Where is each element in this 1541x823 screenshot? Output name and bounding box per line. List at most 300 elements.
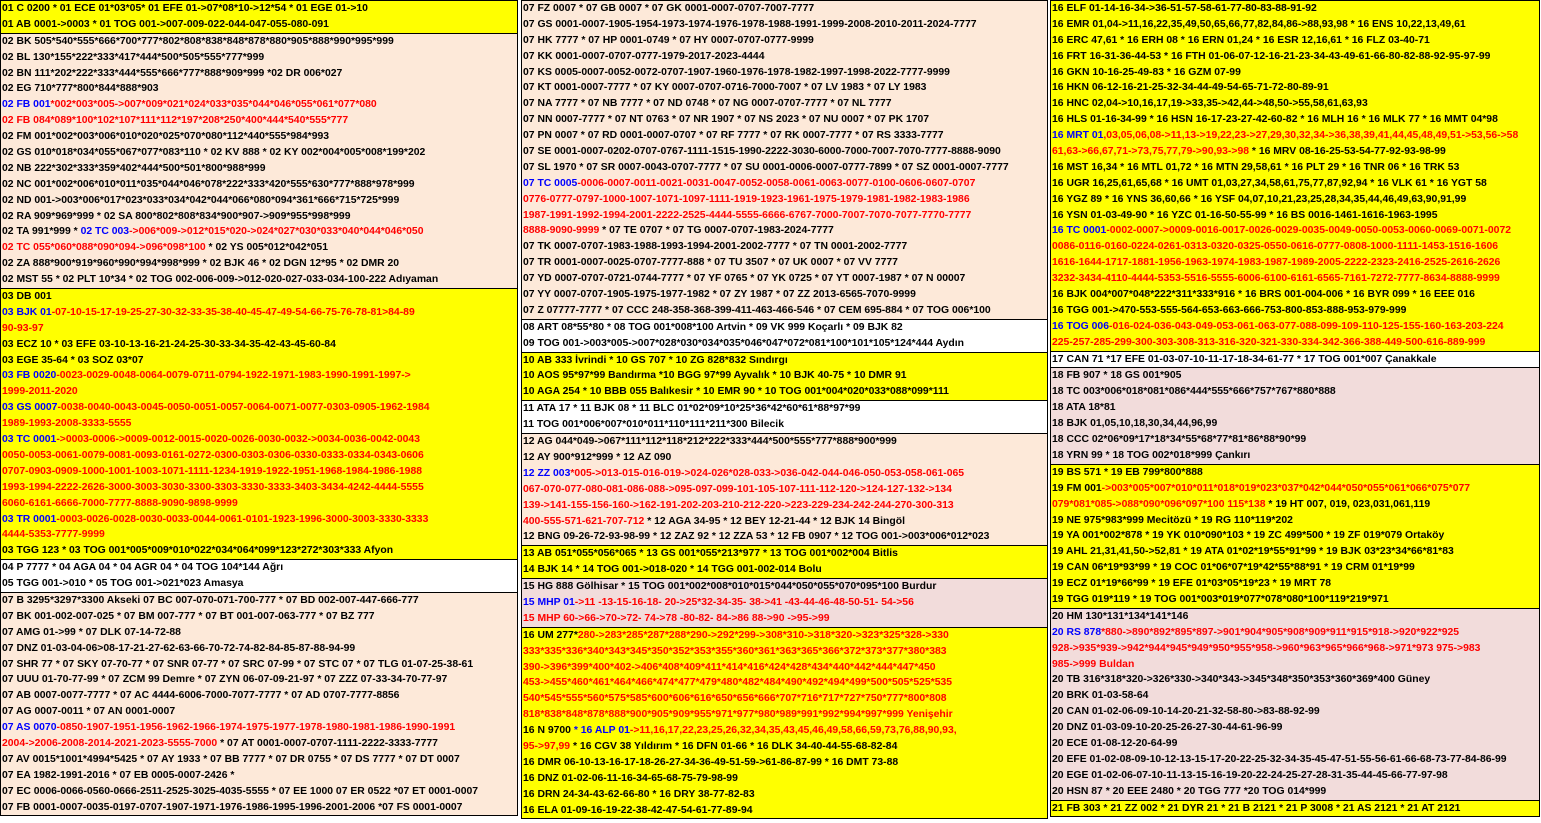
- plate-line: [1, 34, 517, 50]
- plate-text: 03 ECZ 10 * 03 EFE 03-10-13-16-21-24-25-30-33-34-35-42-43-45-60-84: [2, 338, 336, 350]
- plate-text: 16 TGG 001->470-553-555-564-653-663-666-753-800-853-888-953-979-999: [1052, 304, 1407, 316]
- plate-line: [522, 128, 1047, 144]
- plate-text: 02 BK 505*540*555*666*700*777*802*808*838*848*878*880*905*888*990*995*999: [2, 35, 394, 47]
- plate-line: [1051, 384, 1539, 400]
- plate-line: [1051, 239, 1539, 255]
- plate-text: 19 NE 975*983*999 Mecitözü * 19 RG 110*119*202: [1052, 514, 1293, 526]
- plate-text: 16 GKN 10-16-25-49-83 * 16 GZM 07-99: [1052, 66, 1241, 78]
- plate-line: [522, 803, 1047, 819]
- plate-line: [1051, 17, 1539, 33]
- plate-text: 07 AG 0007-0011 * 07 AN 0001-0007: [2, 706, 176, 718]
- plate-line: [1, 736, 517, 752]
- plate-text: 08 ART 08*55*80 * 08 TOG 001*008*100 Artvin * 09 VK 999 Koçarlı * 09 BJK 82: [523, 321, 903, 333]
- plate-sequence: 333*335*336*340*343*345*350*352*353*355*360*361*363*365*366*372*373*377*380*383: [523, 645, 947, 657]
- plate-line: [1051, 688, 1539, 704]
- plate-line: [1051, 544, 1539, 560]
- plate-text: 18 FB 907 * 18 GS 001*905: [1052, 370, 1182, 382]
- plate-line: [1, 609, 517, 625]
- plate-text: 07 TR 0001-0007-0025-0707-7777-888 * 07 TU 3507 * 07 UK 0007 * 07 VV 7777: [523, 257, 898, 269]
- plate-sequence: 8888-9090-9999: [523, 225, 600, 237]
- plate-line: [522, 384, 1047, 400]
- plate-sequence: -0038-0040-0043-0045-0050-0051-0057-0064-0071-0077-0303-0905-1962-1984: [57, 402, 430, 414]
- plate-group-block: [0, 289, 518, 560]
- plate-line: [1051, 432, 1539, 448]
- plate-group-block: [0, 593, 518, 816]
- plate-prefix: 02 FB 001: [2, 99, 51, 111]
- plate-line: [1, 768, 517, 784]
- plate-line: [522, 417, 1047, 433]
- plate-line: [1, 496, 517, 512]
- plate-text: 07 SE 0001-0007-0202-0707-0767-1111-1515-1990-2222-3030-6000-7000-7007-7070-7777-8888-9090: [523, 146, 1001, 158]
- plate-sequence: 0776-0777-0797-1000-1007-1071-1097-1111-1919-1923-1961-1975-1979-1981-1982-1983-1986: [523, 193, 970, 205]
- plate-sequence: 4444-5353-7777-9999: [2, 529, 105, 541]
- plate-text: 07 FB 0001-0007-0035-0197-0707-1907-1971-1976-1986-1995-1996-2001-2006 *07 FS 0001-0007: [2, 801, 463, 813]
- plate-sequence: -0003-0026-0028-0030-0033-0044-0061-0101-1923-1996-3000-3003-3330-3333: [56, 513, 429, 525]
- plate-line: [1, 272, 517, 288]
- plate-line: [1, 113, 517, 129]
- column-left: [0, 0, 518, 823]
- plate-line: [522, 255, 1047, 271]
- plate-line: [522, 691, 1047, 707]
- plate-prefix: 12 ZZ 003: [523, 467, 571, 479]
- plate-text: 02 ND 001->003*006*017*023*033*034*042*044*066*080*094*361*666*715*725*999: [2, 194, 400, 206]
- plate-text: 16 BJK 004*007*048*222*311*333*916 * 16 BRS 001-004-006 * 16 BYR 099 * 16 EEE 016: [1052, 289, 1475, 301]
- plate-line: [1051, 1, 1539, 17]
- plate-text: 02 RA 909*969*999 * 02 SA 800*802*808*834*900*907->909*955*998*999: [2, 210, 351, 222]
- plate-line: [1051, 641, 1539, 657]
- plate-sequence: 400-555-571-621-707-712: [523, 515, 645, 527]
- plate-line: [522, 482, 1047, 498]
- plate-line: [1, 400, 517, 416]
- plate-sequence: ->11 -13-15-16-18- 20->25*32-34-35- 38->41 -43-44-46-48-50-51- 54->56: [574, 596, 914, 608]
- plate-line: [1, 512, 517, 528]
- plate-line: [1, 224, 517, 240]
- plate-text: 16 ELF 01-14-16-34->36-51-57-58-61-77-80-83-88-91-92: [1052, 3, 1317, 14]
- plate-line: [1051, 192, 1539, 208]
- plate-prefix: 03 TC 0001: [2, 434, 57, 446]
- plate-text: 20 CAN 01-02-06-09-10-14-20-21-32-58-80->83-88-92-99: [1052, 706, 1320, 718]
- plate-sequence: ->006*009->012*015*020->024*027*030*033*040*044*046*050: [129, 226, 424, 238]
- plate-prefix: 16 MRT 01: [1052, 130, 1104, 142]
- plate-text: 04 P 7777 * 04 AGA 04 * 04 AGR 04 * 04 TOG 104*144 Ağrı: [2, 562, 284, 574]
- plate-text: 09 TOG 001->003*005->007*028*030*034*035*046*047*072*081*100*101*105*124*444 Aydın: [523, 337, 965, 349]
- plate-line: [522, 96, 1047, 112]
- plate-sequence: 1616-1644-1717-1881-1956-1963-1974-1983-1987-1989-2005-2222-2323-2416-2525-2616-2626: [1052, 257, 1501, 269]
- plate-text: 10 AOS 95*97*99 Bandırma *10 BGG 97*99 Ayvalık * 10 BJK 40-75 * 10 DMR 91: [523, 370, 907, 382]
- plate-text: 16 FRT 16-31-36-44-53 * 16 FTH 01-06-07-12-16-21-23-34-43-49-61-66-80-82-88-92-95-97-99: [1052, 50, 1491, 62]
- plate-line: [1, 177, 517, 193]
- plate-line: [1051, 223, 1539, 239]
- plate-text: 11 ATA 17 * 11 BJK 08 * 11 BLC 01*02*09*10*25*36*42*60*61*88*97*99: [523, 403, 861, 415]
- plate-sequence: 95->97,99: [523, 740, 571, 752]
- plate-sequence: 1993-1994-2222-2626-3000-3003-3030-3300-3303-3330-3333-3403-3434-4242-4444-5555: [2, 481, 424, 493]
- plate-text: 07 NN 0007-7777 * 07 NT 0763 * 07 NR 1907 * 07 NS 2023 * 07 NU 0007 * 07 PK 1707: [523, 114, 930, 126]
- plate-text: 19 BS 571 * 19 EB 799*800*888: [1052, 466, 1203, 478]
- plate-sequence: 1999-2011-2020: [2, 386, 78, 398]
- plate-text: 07 TK 0007-0707-1983-1988-1993-1994-2001-2002-7777 * 07 TN 0001-2002-7777: [523, 241, 908, 253]
- plate-line: [522, 368, 1047, 384]
- plate-group-block: [0, 34, 518, 289]
- plate-line: [522, 628, 1047, 644]
- plate-sequence: 453->455*460*461*464*466*474*477*479*480*482*484*490*492*494*499*500*505*525*535: [523, 677, 953, 689]
- plate-text: 07 AV 0015*1001*4994*5425 * 07 AY 1933 * 07 BB 7777 * 07 DR 0755 * 07 DS 7777 * 07 DT 0007: [2, 753, 460, 765]
- plate-line: [1, 240, 517, 256]
- plate-line: [522, 223, 1047, 239]
- plate-text: 16 DRN 24-34-43-62-66-80 * 16 DRY 38-77-82-83: [523, 788, 755, 800]
- plate-text: 16 HNC 02,04->10,16,17,19->33,35->42,44->48,50->55,58,61,63,93: [1052, 98, 1368, 110]
- plate-text: 05 TGG 001->010 * 05 TOG 001->021*023 Amasya: [2, 578, 244, 590]
- plate-text: 21 FB 303 * 21 ZZ 002 * 21 DYR 21 * 21 B 2121 * 21 P 3008 * 21 AS 2121 * 21 AT 2121: [1052, 802, 1461, 814]
- plate-sequence: *880->890*892*895*897->901*904*905*908*909*911*915*918->920*922*925: [1101, 626, 1460, 638]
- plate-line: [522, 401, 1047, 417]
- plate-line: [1051, 271, 1539, 287]
- plate-line: [1051, 65, 1539, 81]
- plate-text: 07 PN 0007 * 07 RD 0001-0007-0707 * 07 RF 7777 * 07 RK 0007-7777 * 07 RS 3333-7777: [523, 130, 944, 142]
- plate-line: [522, 65, 1047, 81]
- plate-text: * 16 MRV 08-16-25-53-54-77-92-93-98-99: [1249, 146, 1446, 158]
- plate-text: 01 C 0200 * 01 ECE 01*03*05* 01 EFE 01->07*08*10->12*54 * 01 EGE 01->10: [2, 3, 368, 14]
- plate-group-block: [521, 628, 1048, 820]
- plate-line: [1, 50, 517, 66]
- plate-sequence: ->0003-0006->0009-0012-0015-0020-0026-0030-0032->0034-0036-0042-0043: [56, 434, 420, 446]
- plate-sequence: -0023-0029-0048-0064-0079-0711-0794-1922-1971-1983-1990-1991-1997->: [56, 370, 411, 382]
- plate-sequence: 928->935*939->942*944*945*949*950*955*958->960*963*965*966*968->971*973 975->983: [1052, 642, 1481, 654]
- plate-group-block: [1050, 609, 1540, 801]
- plate-sequence: 067-070-077-080-081-086-088->095-097-099-101-105-107-111-112-120->124-127-132->134: [523, 483, 952, 495]
- plate-line: [1051, 576, 1539, 592]
- plate-line: [522, 320, 1047, 336]
- plate-line: [522, 562, 1047, 578]
- plate-line: [1, 432, 517, 448]
- plate-group-block: [521, 353, 1048, 402]
- plate-group-block: [1050, 801, 1540, 818]
- plate-line: [1051, 160, 1539, 176]
- plate-text: 07 KT 0001-0007-7777 * 07 KY 0007-0707-0716-7000-7007 * 07 LV 1983 * 07 LY 1983: [523, 82, 927, 94]
- plate-line: [1, 464, 517, 480]
- plate-text: 03 TGG 123 * 03 TOG 001*005*009*010*022*034*064*099*123*272*303*333 Afyon: [2, 545, 394, 557]
- plate-group-block: [521, 434, 1048, 546]
- plate-line: [522, 707, 1047, 723]
- plate-line: [1, 129, 517, 145]
- plate-text: 10 AGA 254 * 10 BBB 055 Balıkesir * 10 EMR 90 * 10 TOG 001*004*020*033*088*099*111: [523, 386, 949, 398]
- plate-sequence: 0707-0903-0909-1000-1001-1003-1071-1111-1234-1919-1922-1951-1968-1984-1986-1988: [2, 465, 423, 477]
- plate-text: * 07 TE 0707 * 07 TG 0007-0707-1983-2024-7777: [599, 225, 834, 237]
- plate-line: [1, 448, 517, 464]
- plate-text: 20 HSN 87 * 20 EEE 2480 * 20 TGG 777 *20 TOG 014*999: [1052, 785, 1327, 797]
- plate-text: 07 AB 0007-0077-7777 * 07 AC 4444-6006-7000-7077-7777 * 07 AD 0707-7777-8856: [2, 690, 400, 702]
- plate-line: [1051, 128, 1539, 144]
- plate-text: 16 UGR 16,25,61,65,68 * 16 UMT 01,03,27,34,58,61,75,77,87,92,94 * 16 VLK 61 * 16 YGT 58: [1052, 177, 1487, 189]
- plate-sequence: ->003*005*007*010*011*018*019*023*037*042*044*050*055*061*066*075*077: [1101, 482, 1471, 494]
- plate-line: [1, 543, 517, 559]
- plate-line: [1, 368, 517, 384]
- plate-prefix: 03 GS 0007: [2, 402, 58, 414]
- plate-text: * 07 AT 0001-0007-0707-1111-2222-3333-7777: [217, 737, 438, 749]
- plate-sequence: 90-93-97: [2, 322, 44, 334]
- plate-line: [522, 208, 1047, 224]
- plate-line: [1051, 368, 1539, 384]
- plate-text: 02 FM 001*002*003*006*010*020*025*070*080*112*440*555*984*993: [2, 131, 330, 143]
- plate-text: 10 AB 333 İvrindi * 10 GS 707 * 10 ZG 828*832 Sındırgı: [523, 354, 788, 366]
- plate-text: 15 HG 888 Gölhisar * 15 TOG 001*002*008*010*015*044*050*055*070*095*100 Burdur: [523, 581, 937, 593]
- plate-group-block: [521, 0, 1048, 320]
- plate-line: [1, 1, 517, 17]
- plate-line: [522, 771, 1047, 787]
- plate-line: [1051, 335, 1539, 351]
- plate-line: [522, 787, 1047, 803]
- plate-line: [1, 384, 517, 400]
- plate-text: 07 SHR 77 * 07 SKY 07-70-77 * 07 SNR 07-77 * 07 SRC 07-99 * 07 STC 07 * 07 TLG 01-07-25-38-61: [2, 658, 474, 670]
- plate-text: 16 ERC 47,61 * 16 ERH 08 * 16 ERN 01,24 * 16 ESR 12,16,61 * 16 FLZ 03-40-71: [1052, 34, 1430, 46]
- plate-line: [522, 450, 1047, 466]
- plate-line: [522, 660, 1047, 676]
- plate-sequence: 139->141-155-156-160->162-191-202-203-210-212-220->223-229-234-242-244-270-300-313: [523, 499, 954, 511]
- plate-text: 16 YSN 01-03-49-90 * 16 YZC 01-16-50-55-99 * 16 BS 0016-1461-1616-1963-1995: [1052, 209, 1438, 221]
- plate-line: [522, 595, 1047, 611]
- plate-line: [1051, 625, 1539, 641]
- plate-sequence: *005->013-015-016-019->024-026*028-033->036-042-044-046-050-053-058-061-065: [570, 467, 965, 479]
- plate-line: [1051, 497, 1539, 513]
- plate-group-block: [0, 560, 518, 593]
- plate-line: [1, 289, 517, 305]
- plate-text: 01 AB 0001->0003 * 01 TOG 001->007-009-022-044-047-055-080-091: [2, 18, 329, 30]
- plate-line: [1, 527, 517, 543]
- plate-line: [1, 784, 517, 800]
- plate-line: [1051, 592, 1539, 608]
- plate-line: [1, 416, 517, 432]
- plate-line: [1, 337, 517, 353]
- plate-text: 17 CAN 71 *17 EFE 01-03-07-10-11-17-18-34-61-77 * 17 TOG 001*007 Çanakkale: [1052, 353, 1437, 365]
- plate-text: 03 EGE 35-64 * 03 SOZ 03*07: [2, 354, 144, 366]
- plate-text: 16 HKN 06-12-16-21-25-32-34-44-49-54-65-71-72-80-89-91: [1052, 82, 1329, 94]
- plate-sequence: 02 FB 084*089*100*102*107*111*112*197*208*250*400*444*540*555*777: [2, 115, 349, 127]
- plate-text: 12 BNG 09-26-72-93-98-99 * 12 ZAZ 92 * 12 ZZA 53 * 12 FB 0907 * 12 TOG 001->003*006*012*023: [523, 531, 990, 543]
- plate-text: 18 BJK 01,05,10,18,30,34,44,96,99: [1052, 418, 1218, 430]
- plate-text: 16 MST 16,34 * 16 MTL 01,72 * 16 MTN 29,58,61 * 16 PLT 29 * 16 TNR 06 * 16 TRK 53: [1052, 161, 1460, 173]
- plate-line: [1051, 112, 1539, 128]
- plate-group-block: [0, 0, 518, 34]
- plate-line: [522, 33, 1047, 49]
- plate-text: 16 ELA 01-09-16-19-22-38-42-47-54-61-77-89-94: [523, 804, 753, 816]
- plate-text: 07 AMG 01->99 * 07 DLK 07-14-72-88: [2, 626, 181, 638]
- plate-sequence: -0850-1907-1951-1956-1962-1966-1974-1975-1977-1978-1980-1981-1986-1990-1991: [56, 722, 456, 734]
- plate-sequence: *002*003*005->007*009*021*024*033*035*044*046*055*061*077*080: [50, 99, 377, 111]
- plate-line: [522, 611, 1047, 627]
- plate-line: [522, 176, 1047, 192]
- plate-text: 07 YY 0007-0707-1905-1975-1977-1982 * 07 ZY 1987 * 07 ZZ 2013-6565-7070-9999: [523, 289, 916, 301]
- plate-sequence: 2004->2006-2008-2014-2021-2023-5555-7000: [2, 737, 218, 749]
- plate-text: 20 TB 316*318*320->326*330->340*343->345*348*350*353*360*369*400 Güney: [1052, 674, 1431, 686]
- plate-line: [522, 271, 1047, 287]
- plate-line: [1, 752, 517, 768]
- plate-sequence: -0002-0007->0009-0016-0017-0026-0029-0035-0049-0050-0053-0060-0069-0071-0072: [1106, 225, 1512, 237]
- plate-sequence: ->11,16,17,22,23,25,26,32,34,35,43,45,46,49,58,66,59,73,76,88,90,93,: [629, 725, 957, 737]
- plate-text: 19 TGG 019*119 * 19 TOG 001*003*019*077*078*080*100*119*219*971: [1052, 593, 1389, 605]
- plate-line: [1, 193, 517, 209]
- plate-line: [1051, 720, 1539, 736]
- plate-line: [1, 209, 517, 225]
- plate-line: [1, 256, 517, 272]
- plate-text: 02 TA 991*999 *: [2, 226, 81, 238]
- plate-line: [1051, 96, 1539, 112]
- plate-line: [1051, 303, 1539, 319]
- plate-text: 07 B 3295*3297*3300 Akseki 07 BC 007-070-071-700-777 * 07 BD 002-007-447-666-777: [2, 594, 419, 606]
- plate-line: [522, 17, 1047, 33]
- plate-text: 20 ECE 01-08-12-20-64-99: [1052, 737, 1178, 749]
- plate-sequence: -07-10-15-17-19-25-27-30-32-33-35-38-40-45-47-49-54-66-75-76-78-81>84-89: [51, 306, 415, 318]
- plate-line: [522, 546, 1047, 562]
- plate-sequence: 1989-1993-2008-3333-5555: [2, 418, 132, 430]
- plate-text: 12 AG 044*049->067*111*112*118*212*222*333*444*500*555*777*888*900*999: [523, 436, 897, 448]
- plate-prefix: 03 FB 0020: [2, 370, 57, 382]
- plate-group-block: [521, 546, 1048, 579]
- plate-line: [522, 336, 1047, 352]
- plate-line: [522, 353, 1047, 369]
- plate-prefix: 07 TC 0005: [523, 177, 578, 189]
- plate-line: [1051, 560, 1539, 576]
- column-right: [1050, 0, 1540, 823]
- plate-sequence: -016-024-036-043-049-053-061-063-077-088-099-109-110-125-155-160-163-203-224: [1109, 320, 1504, 332]
- plate-text: 02 MST 55 * 02 PLT 10*34 * 02 TOG 002-006-009->012-020-027-033-034-100-222 Adıyaman: [2, 274, 439, 286]
- plate-text: 07 FZ 0007 * 07 GB 0007 * 07 GK 0001-0007-0707-7007-7777: [523, 3, 815, 14]
- plate-line: [1051, 752, 1539, 768]
- plate-text: 16 HLS 01-16-34-99 * 16 HSN 16-17-23-27-42-60-82 * 16 MLH 16 * 16 MLK 77 * 16 MMT 04*98: [1052, 114, 1498, 126]
- plate-text: 14 BJK 14 * 14 TOG 001->018-020 * 14 TGG 001-002-014 Bolu: [523, 564, 822, 576]
- plate-line: [1, 321, 517, 337]
- plate-line: [1051, 704, 1539, 720]
- plate-text: 19 ECZ 01*19*66*99 * 19 EFE 01*03*05*19*23 * 19 MRT 78: [1052, 578, 1332, 590]
- plate-prefix: 16 TOG 006: [1052, 320, 1109, 332]
- plate-text: 02 ZA 888*900*919*960*990*994*998*999 * 02 BJK 46 * 02 DGN 12*95 * 02 DMR 20: [2, 258, 400, 270]
- plate-text: 07 BK 001-002-007-025 * 07 BM 007-777 * 07 BT 001-007-063-777 * 07 BZ 777: [2, 610, 375, 622]
- plate-line: [522, 49, 1047, 65]
- plate-line: [522, 287, 1047, 303]
- plate-line: [522, 1, 1047, 17]
- plate-group-block: [1050, 465, 1540, 609]
- plate-text: 20 EGE 01-02-06-07-10-11-13-15-16-19-20-22-24-25-27-28-31-35-44-45-66-77-97-98: [1052, 769, 1448, 781]
- plate-text: 20 EFE 01-02-08-09-10-12-13-15-17-20-22-25-32-34-35-45-47-51-55-56-61-66-68-73-77-84-86-99: [1052, 753, 1507, 765]
- plate-line: [1, 81, 517, 97]
- plate-sequence: 0050-0053-0061-0079-0081-0093-0161-0272-0300-0303-0306-0330-0333-0334-0343-0606: [2, 449, 424, 461]
- plate-line: [522, 739, 1047, 755]
- plate-line: [1, 720, 517, 736]
- plate-line: [1051, 400, 1539, 416]
- plate-prefix: 07 AS 0070: [2, 722, 57, 734]
- plate-text: 19 CAN 06*19*93*99 * 19 COC 01*06*07*19*42*55*88*91 * 19 CRM 01*19*99: [1052, 562, 1415, 574]
- plate-sequence: 225-257-285-299-300-303-308-313-316-320-321-330-334-342-366-388-449-500-616-889-999: [1052, 336, 1486, 348]
- plate-text: 07 KK 0001-0007-0707-0777-1979-2017-2023-4444: [523, 50, 765, 62]
- plate-sequence: 3232-3434-4110-4444-5353-5516-5555-6006-6100-6161-6565-7161-7272-7777-8634-8888-9999: [1052, 273, 1500, 285]
- plate-line: [1, 657, 517, 673]
- plate-line: [1051, 672, 1539, 688]
- plate-line: [522, 755, 1047, 771]
- plate-line: [1, 560, 517, 576]
- plate-text: 07 SL 1970 * 07 SR 0007-0043-0707-7777 * 07 SU 0001-0006-0007-0777-7899 * 07 SZ 0001-0007-7777: [523, 161, 1009, 173]
- plate-sequence: -0006-0007-0011-0021-0031-0047-0052-0058-0061-0063-0077-0100-0606-0607-0707: [577, 177, 976, 189]
- plate-sequence: 818*838*848*878*888*900*905*909*955*971*977*980*989*991*992*994*997*999 Yenişehir: [523, 709, 953, 721]
- plate-line: [522, 466, 1047, 482]
- plate-line: [1051, 448, 1539, 464]
- plate-text: 03 DB 001: [2, 291, 52, 303]
- plate-line: [1051, 49, 1539, 65]
- plate-text: 07 UUU 01-70-77-99 * 07 ZCM 99 Demre * 07 ZYN 06-07-09-21-97 * 07 ZZZ 07-33-34-70-77-97: [2, 674, 448, 686]
- plate-text: 07 DNZ 01-03-04-06>08-17-21-27-62-63-66-70-72-74-82-84-85-87-88-94-99: [2, 642, 356, 654]
- plate-line: [522, 723, 1047, 739]
- plate-text: 16 UM 277*: [523, 629, 578, 641]
- plate-line: [1, 17, 517, 33]
- plate-prefix: 20 RS 878: [1052, 626, 1102, 638]
- plate-prefix: 16 TC 0001: [1052, 225, 1107, 237]
- plate-line: [522, 644, 1047, 660]
- plate-sequence: 280->283*285*287*288*290->292*299->308*310->318*320->323*325*328->330: [577, 629, 949, 641]
- plate-line: [1, 305, 517, 321]
- plate-line: [1051, 33, 1539, 49]
- plate-group-block: [521, 579, 1048, 628]
- plate-line: [1, 480, 517, 496]
- plate-line: [1051, 768, 1539, 784]
- plate-line: [1, 625, 517, 641]
- plate-text: 18 ATA 18*81: [1052, 402, 1116, 414]
- plate-line: [1, 672, 517, 688]
- plate-line: [522, 80, 1047, 96]
- plate-line: [522, 514, 1047, 530]
- plate-text: 07 EA 1982-1991-2016 * 07 EB 0005-0007-2426 *: [2, 769, 235, 781]
- plate-line: [1, 593, 517, 609]
- plate-line: [1051, 352, 1539, 368]
- plate-line: [1051, 481, 1539, 497]
- plate-sequence: 61,63->66,67,71->73,75,77,79->90,93->98: [1052, 146, 1250, 158]
- plate-line: [522, 434, 1047, 450]
- plate-line: [522, 579, 1047, 595]
- plate-line: [522, 675, 1047, 691]
- plate-line: [1051, 801, 1539, 817]
- plate-text: * 16 CGV 38 Yıldırım * 16 DFN 01-66 * 16 DLK 34-40-44-55-68-82-84: [570, 740, 898, 752]
- plate-line: [1051, 144, 1539, 160]
- plate-text: * 19 HT 007, 019, 023,031,061,119: [1265, 498, 1431, 510]
- plate-prefix: 02 TC 003: [80, 226, 130, 238]
- plate-line: [522, 112, 1047, 128]
- plate-text: 07 EC 0006-0066-0560-0666-2511-2525-3025-4035-5555 * 07 EE 1000 07 ER 0522 *07 ET 0001-0007: [2, 785, 479, 797]
- plate-text: 02 NC 001*002*006*010*011*035*044*046*078*222*333*420*555*630*777*888*978*999: [2, 178, 415, 190]
- plate-prefix: 03 BJK 01: [2, 306, 52, 318]
- plate-text: 20 HM 130*131*134*141*146: [1052, 610, 1189, 622]
- plate-line: [1051, 208, 1539, 224]
- plate-line: [1, 161, 517, 177]
- plate-line: [522, 303, 1047, 319]
- plate-prefix: * 16 ALP 01: [573, 725, 630, 737]
- plate-text: 02 EG 710*777*800*844*888*903: [2, 83, 159, 95]
- plate-text: 02 NB 222*302*333*359*402*444*500*501*800*988*999: [2, 162, 266, 174]
- plate-line: [1, 800, 517, 816]
- plate-line: [1051, 176, 1539, 192]
- plate-text: 18 CCC 02*06*09*17*18*34*55*68*77*81*86*88*90*99: [1052, 434, 1307, 446]
- plate-text: 16 DMR 06-10-13-16-17-18-26-27-34-36-49-51-59->61-86-87-99 * 16 DMT 73-88: [523, 756, 899, 768]
- plate-line: [1051, 657, 1539, 673]
- plate-text: * 02 YS 005*012*042*051: [205, 242, 328, 254]
- plate-line: [1051, 416, 1539, 432]
- plate-group-block: [1050, 368, 1540, 464]
- plate-text: 02 BL 130*155*222*333*417*444*500*505*555*777*999: [2, 51, 265, 63]
- plate-text: 19 YA 001*002*878 * 19 YK 010*090*103 * 19 ZC 499*500 * 19 ZF 019*079 Ortaköy: [1052, 530, 1445, 542]
- plate-sequence: ,03,05,06,08->11,13->19,22,23->27,29,30,32,34->36,38,39,41,44,45,48,49,51->53,56->58: [1103, 130, 1519, 142]
- plate-text: 07 Z 07777-7777 * 07 CCC 248-358-368-399-411-463-466-546 * 07 CEM 695-884 * 07 TOG 006*100: [523, 304, 991, 316]
- plate-text: 11 TOG 001*006*007*010*011*110*111*211*300 Bilecik: [523, 419, 784, 431]
- plate-sequence: 6060-6161-6666-7000-7777-8888-9090-9898-9999: [2, 497, 238, 509]
- plate-line: [1051, 609, 1539, 625]
- plate-line: [522, 498, 1047, 514]
- plate-sequence: 985->999 Buldan: [1052, 658, 1135, 670]
- plate-text: 19 AHL 21,31,41,50->52,81 * 19 ATA 01*02*19*55*91*99 * 19 BJK 03*23*34*66*81*83: [1052, 546, 1454, 558]
